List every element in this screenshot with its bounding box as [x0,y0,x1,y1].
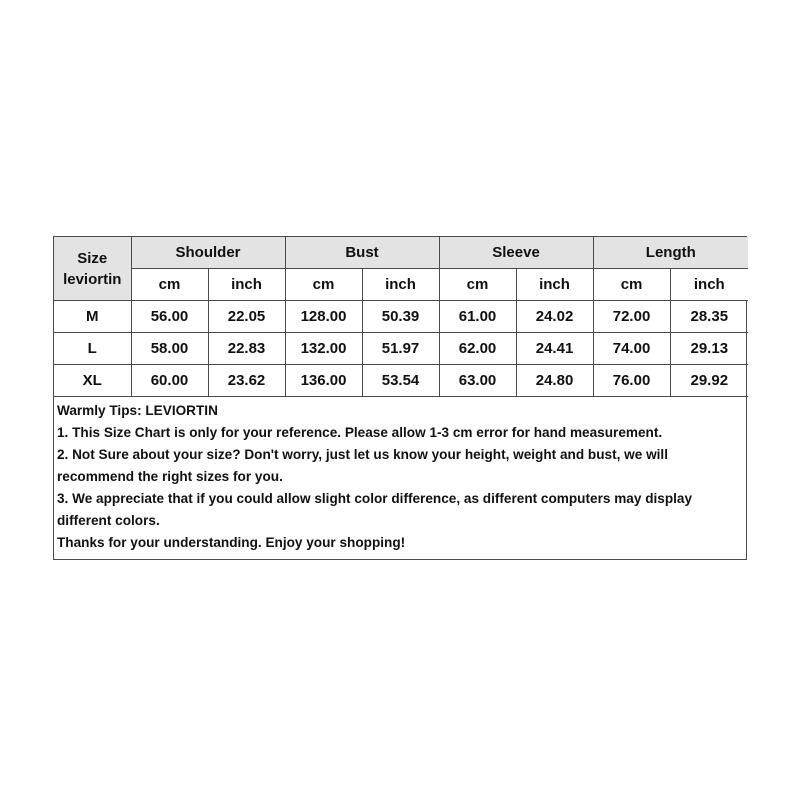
group-header-bust: Bust [285,237,439,269]
table-cell: 74.00 [593,333,670,365]
size-header-brand: leviortin [63,270,122,288]
tip-line: 3. We appreciate that if you could allow slight color difference, as different computers may display different colors. [57,491,693,528]
size-header-cell [54,237,131,301]
size-chart [53,236,747,560]
header-row [54,237,748,269]
unit-header: cm [285,269,362,301]
unit-header: inch [208,269,285,301]
table-cell: 22.83 [208,333,285,365]
table-cell: 58.00 [131,333,208,365]
table-cell: 56.00 [131,301,208,333]
size-cell: XL [54,365,131,397]
tip-line: 2. Not Sure about your size? Don't worry, just let us know your height, weight and bust, we will recommend the right sizes for you. [57,447,668,484]
tips-closing: Thanks for your understanding. Enjoy your shopping! [57,535,406,550]
table-cell: 128.00 [285,301,362,333]
unit-header: cm [439,269,516,301]
table-cell: 53.54 [362,365,439,397]
unit-header: cm [131,269,208,301]
table-cell: 63.00 [439,365,516,397]
table-cell: 50.39 [362,301,439,333]
group-header-shoulder: Shoulder [131,237,285,269]
table-cell: 22.05 [208,301,285,333]
table-cell: 23.62 [208,365,285,397]
size-table [54,237,748,397]
unit-header: cm [593,269,670,301]
table-cell: 72.00 [593,301,670,333]
table-cell: 24.41 [516,333,593,365]
tip-line: 1. This Size Chart is only for your reference. Please allow 1-3 cm error for hand measurement. [57,425,663,440]
table-cell: 29.13 [670,333,748,365]
table-row [54,301,748,333]
size-cell: M [54,301,131,333]
table-cell: 62.00 [439,333,516,365]
tips-heading: Warmly Tips: LEVIORTIN [57,403,218,418]
unit-header: inch [516,269,593,301]
table-cell: 24.80 [516,365,593,397]
unit-row [54,269,748,301]
table-cell: 28.35 [670,301,748,333]
unit-header: inch [362,269,439,301]
table-row [54,333,748,365]
table-cell: 61.00 [439,301,516,333]
table-cell: 51.97 [362,333,439,365]
table-cell: 136.00 [285,365,362,397]
table-cell: 24.02 [516,301,593,333]
table-cell: 60.00 [131,365,208,397]
table-cell: 29.92 [670,365,748,397]
table-cell: 132.00 [285,333,362,365]
size-header-label: Size [77,249,108,267]
table-row [54,365,748,397]
table-cell: 76.00 [593,365,670,397]
unit-header: inch [670,269,748,301]
size-cell: L [54,333,131,365]
group-header-length: Length [593,237,748,269]
group-header-sleeve: Sleeve [439,237,593,269]
tips-box [54,397,746,559]
